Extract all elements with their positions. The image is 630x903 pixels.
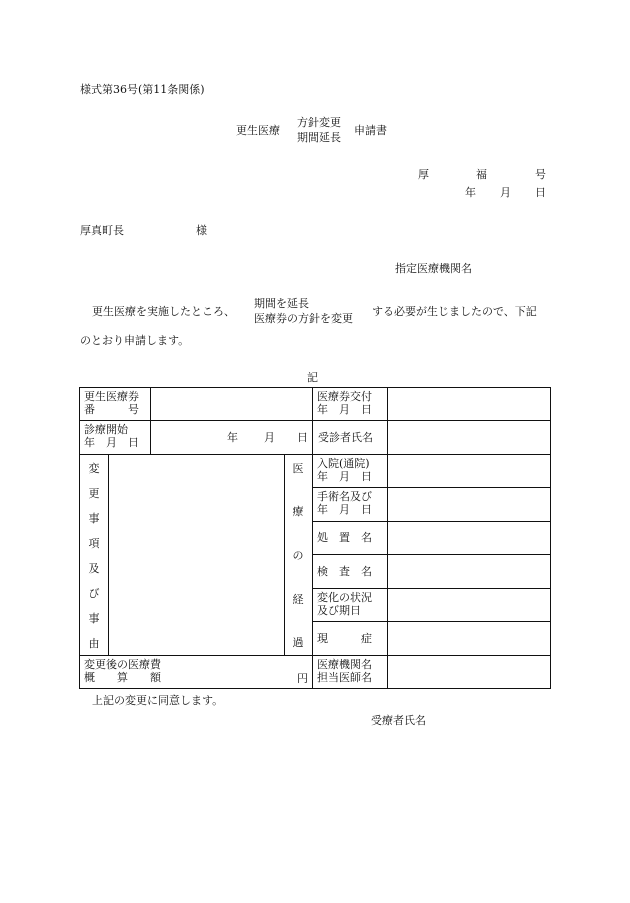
recipient-label: 受療者氏名 (371, 714, 426, 727)
change-status-label (317, 591, 385, 617)
symptoms-label: 現 症 (317, 632, 372, 645)
change-reason-field[interactable] (109, 455, 284, 655)
ticket-issue-label-2: 年 月 日 (317, 403, 372, 416)
cost-label-1: 変更後の医療費 (84, 658, 161, 671)
symptoms-field[interactable] (388, 622, 549, 654)
form-id: 様式第36号(第11条関係) (80, 83, 205, 96)
course-char-3: の (292, 549, 304, 562)
surgery-field[interactable] (388, 488, 549, 520)
date-day: 日 (535, 186, 546, 199)
body-option-bottom: 医療券の方針を変更 (254, 312, 353, 325)
title-prefix: 更生医療 (236, 124, 280, 137)
ticket-number-label-1: 更生医療券 (84, 390, 139, 403)
body-part1: 更生医療を実施したところ、 (92, 305, 235, 318)
date-year: 年 (465, 186, 476, 199)
procedure-field[interactable] (388, 522, 549, 554)
reason-char-6: び (88, 587, 100, 600)
table-border-bottom (79, 688, 551, 689)
change-status-label-2: 及び期日 (317, 604, 361, 617)
admission-label-1: 入院(通院) (317, 457, 370, 470)
reason-char-3: 事 (88, 512, 100, 525)
course-char-4: 経 (292, 593, 304, 606)
admission-label (317, 457, 385, 483)
ref-char-3: 号 (535, 168, 546, 181)
procedure-label: 処 置 名 (317, 531, 372, 544)
cost-label-2: 概 算 額 (84, 671, 161, 684)
ki-heading: 記 (307, 371, 318, 384)
reason-char-5: 及 (88, 562, 100, 575)
institution-label: 指定医療機関名 (395, 262, 472, 275)
application-table (79, 387, 551, 689)
surgery-label-1: 手術名及び (317, 490, 372, 503)
addressee-name: 厚真町長 (80, 224, 124, 237)
start-date-label (84, 423, 146, 449)
title-option-top: 方針変更 (297, 116, 341, 129)
exam-field[interactable] (388, 555, 549, 587)
start-date-label-2: 年 月 日 (84, 436, 139, 449)
change-status-label-1: 変化の状況 (317, 591, 372, 604)
patient-name-field[interactable] (388, 421, 549, 453)
reason-char-1: 変 (88, 462, 100, 475)
ticket-issue-field[interactable] (388, 388, 549, 420)
exam-label: 検 査 名 (317, 565, 372, 578)
doctor-name-label: 担当医師名 (317, 671, 372, 684)
patient-name-label: 受診者氏名 (318, 431, 373, 444)
institution-name-label: 医療機関名 (317, 658, 372, 671)
reason-char-7: 事 (88, 612, 100, 625)
yen-label: 円 (297, 672, 308, 685)
start-date-divider (150, 420, 151, 455)
reason-char-2: 更 (88, 487, 100, 500)
ticket-number-label (84, 390, 146, 416)
ticket-number-field[interactable] (151, 388, 311, 420)
admission-field[interactable] (388, 455, 549, 487)
table-border-left (79, 387, 80, 689)
ticket-issue-label (317, 390, 385, 416)
ticket-number-label-2: 番 号 (84, 403, 139, 416)
cost-label (84, 658, 194, 684)
start-year-label: 年 (227, 431, 238, 444)
course-char-5: 過 (292, 636, 304, 649)
change-status-field[interactable] (388, 589, 549, 621)
consent-text: 上記の変更に同意します。 (92, 694, 224, 707)
reason-char-8: 由 (88, 637, 100, 650)
reason-char-4: 項 (88, 537, 100, 550)
ref-char-2: 福 (476, 168, 487, 181)
date-month: 月 (500, 186, 511, 199)
body-part2: する必要が生じましたので、下記 (372, 305, 537, 318)
title-option-bottom: 期間延長 (297, 131, 341, 144)
surgery-label-2: 年 月 日 (317, 503, 372, 516)
course-label-divider-left (284, 454, 285, 656)
addressee-honorific: 様 (196, 224, 207, 237)
left-row1-line (79, 420, 313, 421)
table-border-right (550, 387, 551, 689)
admission-label-2: 年 月 日 (317, 470, 372, 483)
left-row3-line (79, 655, 313, 656)
center-divider (312, 387, 313, 689)
body-option-top: 期間を延長 (254, 297, 309, 310)
course-char-2: 療 (292, 505, 304, 518)
body-line2: のとおり申請します。 (80, 334, 190, 347)
start-day-label: 日 (297, 431, 308, 444)
surgery-label (317, 490, 385, 516)
title-suffix: 申請書 (354, 124, 387, 137)
ticket-issue-label-1: 医療券交付 (317, 390, 372, 403)
institution-doctor-label (317, 658, 385, 684)
start-month-label: 月 (264, 431, 275, 444)
ref-char-1: 厚 (418, 168, 429, 181)
institution-doctor-field[interactable] (388, 656, 549, 688)
start-date-label-1: 診療開始 (84, 423, 128, 436)
course-char-1: 医 (292, 462, 304, 475)
